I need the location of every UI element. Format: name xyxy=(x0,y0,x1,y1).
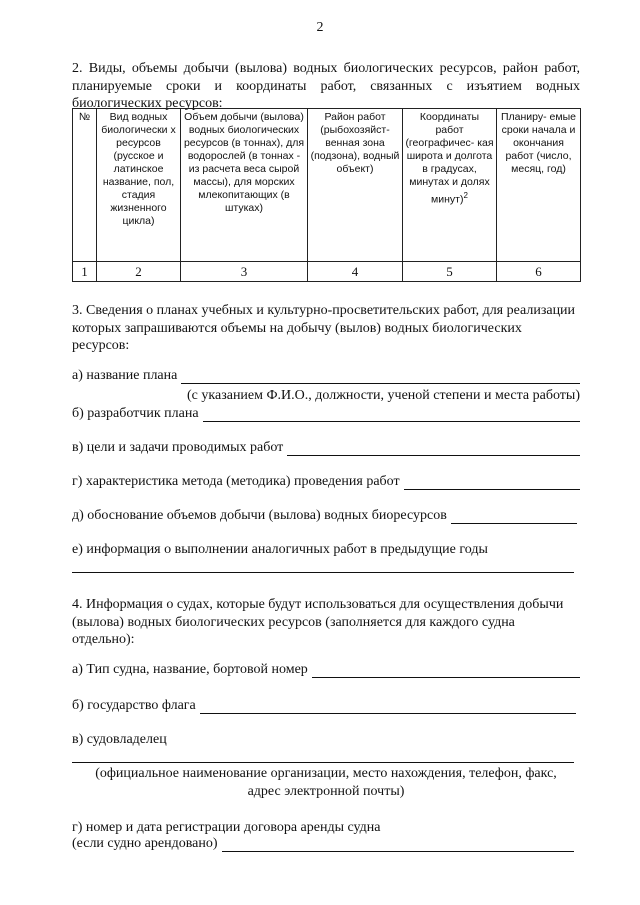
resources-table xyxy=(72,108,581,282)
field-method[interactable] xyxy=(72,474,580,490)
header-species: Вид водных биологически х ресурсов (русское и латинское название, пол, стадия жизненного цикла) xyxy=(97,109,181,262)
field-goals[interactable] xyxy=(72,440,580,456)
label-plan-developer: б) разработчик плана xyxy=(72,406,199,421)
input-line[interactable] xyxy=(222,837,574,852)
field-plan-name[interactable] xyxy=(72,368,580,384)
col-num-5: 5 xyxy=(403,262,497,282)
col-num-6: 6 xyxy=(497,262,581,282)
input-line[interactable] xyxy=(404,475,580,490)
section-2-heading: 2. Виды, объемы добычи (вылова) водных биологических ресурсов, район работ, планируемые сроки и координаты работ, связанных с изъятием водных биологических ресурсов: xyxy=(72,61,580,111)
field-justification[interactable] xyxy=(72,508,577,524)
label-flag-state: б) государство флага xyxy=(72,698,196,713)
col-num-3: 3 xyxy=(181,262,308,282)
label-previous-work: е) информация о выполнении аналогичных работ в предыдущие годы xyxy=(72,542,488,557)
input-line-previous-work[interactable] xyxy=(72,572,574,573)
page-number: 2 xyxy=(316,20,324,35)
header-coordinates xyxy=(403,109,497,262)
input-line[interactable] xyxy=(181,369,580,384)
col-num-4: 4 xyxy=(308,262,403,282)
header-coordinates-text: Координаты работ (географичес- кая широта и долгота в градусах, минутах и долях минут) xyxy=(405,111,494,206)
section-4-heading: 4. Информация о судах, которые будут использоваться для осуществления добычи (вылова) водных биологических ресурсов (заполняется для каждого судна отдельно): xyxy=(72,597,564,647)
header-number: № xyxy=(73,109,97,262)
input-line[interactable] xyxy=(203,407,580,422)
footnote-mark: 2 xyxy=(463,191,468,200)
label-vessel-type: а) Тип судна, название, бортовой номер xyxy=(72,662,308,677)
shipowner-note-1: (официальное наименование организации, место нахождения, телефон, факс, xyxy=(95,766,557,781)
plan-author-note: (с указанием Ф.И.О., должности, ученой степени и места работы) xyxy=(187,388,580,403)
field-vessel-type[interactable] xyxy=(72,662,580,678)
label-if-leased: (если судно арендовано) xyxy=(72,836,218,851)
input-line-shipowner[interactable] xyxy=(72,762,574,763)
input-line[interactable] xyxy=(200,699,576,714)
field-lease-contract[interactable] xyxy=(72,836,574,852)
label-method: г) характеристика метода (методика) проведения работ xyxy=(72,474,400,489)
section-3-heading: 3. Сведения о планах учебных и культурно-просветительских работ, для реализации которых запрашиваются объемы на добычу (вылов) водных биологических ресурсов: xyxy=(72,303,576,353)
header-dates: Планиру- емые сроки начала и окончания работ (число, месяц, год) xyxy=(497,109,581,262)
label-justification: д) обоснование объемов добычи (вылова) водных биоресурсов xyxy=(72,508,447,523)
col-num-1: 1 xyxy=(73,262,97,282)
label-lease-contract: г) номер и дата регистрации договора аренды судна xyxy=(72,820,381,835)
shipowner-note-2: адрес электронной почты) xyxy=(247,784,405,799)
header-area: Район работ (рыбохозяйст- венная зона (подзона), водный объект) xyxy=(308,109,403,262)
field-plan-developer[interactable] xyxy=(72,406,580,422)
input-line[interactable] xyxy=(451,509,577,524)
label-goals: в) цели и задачи проводимых работ xyxy=(72,440,284,455)
field-flag-state[interactable] xyxy=(72,698,576,714)
input-line[interactable] xyxy=(287,441,580,456)
header-volume: Объем добычи (вылова) водных биологических ресурсов (в тоннах), для водорослей (в тоннах - из расчета веса сырой массы), для морских млекопитающих (в штуках) xyxy=(181,109,308,262)
col-num-2: 2 xyxy=(97,262,181,282)
label-plan-name: а) название плана xyxy=(72,368,178,383)
input-line[interactable] xyxy=(312,663,580,678)
label-shipowner: в) судовладелец xyxy=(72,732,167,747)
